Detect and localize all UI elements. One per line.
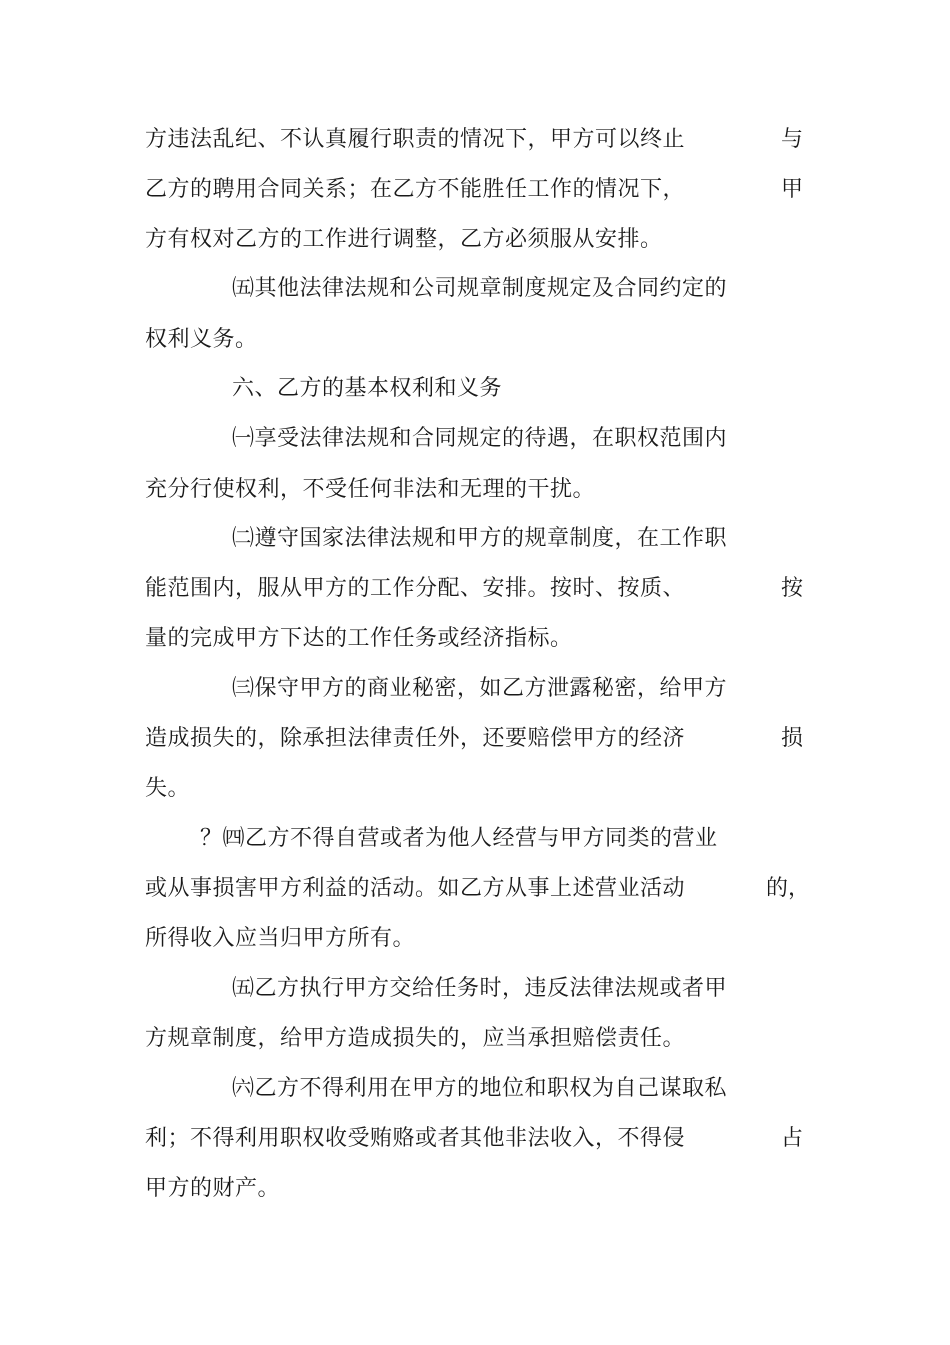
line-end-char: 占 bbox=[781, 1126, 804, 1151]
text-line: ㈠享受法律法规和合同规定的待遇，在职权范围内 bbox=[232, 426, 728, 451]
line-end-char: 损 bbox=[781, 726, 804, 751]
text-line: 乙方的聘用合同关系；在乙方不能胜任工作的情况下， bbox=[145, 177, 686, 202]
text-line: 甲方的财产。 bbox=[145, 1176, 281, 1201]
line-end-char: 的， bbox=[766, 876, 811, 901]
text-line: ㈢保守甲方的商业秘密，如乙方泄露秘密，给甲方 bbox=[232, 676, 728, 701]
text-line: 造成损失的，除承担法律责任外，还要赔偿甲方的经济 bbox=[145, 726, 686, 751]
text-line: ㈥乙方不得利用在甲方的地位和职权为自己谋取私 bbox=[232, 1076, 728, 1101]
text-line: ㈤其他法律法规和公司规章制度规定及合同约定的 bbox=[232, 276, 728, 301]
line-end-char: 按 bbox=[781, 576, 804, 601]
text-line: 方违法乱纪、不认真履行职责的情况下，甲方可以终止 bbox=[145, 127, 686, 152]
text-line: ㈤乙方执行甲方交给任务时，违反法律法规或者甲 bbox=[232, 976, 728, 1001]
text-line: 失。 bbox=[145, 776, 191, 801]
text-line: ？㈣乙方不得自营或者为他人经营与甲方同类的营业 bbox=[200, 826, 718, 851]
line-end-char: 甲 bbox=[781, 177, 804, 202]
text-line: 量的完成甲方下达的工作任务或经济指标。 bbox=[145, 626, 573, 651]
text-line: 或从事损害甲方利益的活动。如乙方从事上述营业活动 bbox=[145, 876, 686, 901]
section-heading: 六、乙方的基本权利和义务 bbox=[232, 376, 503, 401]
text-line: 方有权对乙方的工作进行调整，乙方必须服从安排。 bbox=[145, 227, 663, 252]
text-line: ㈡遵守国家法律法规和甲方的规章制度，在工作职 bbox=[232, 526, 728, 551]
line-end-char: 与 bbox=[781, 127, 804, 152]
text-line: 所得收入应当归甲方所有。 bbox=[145, 926, 416, 951]
text-line: 利；不得利用职权收受贿赂或者其他非法收入，不得侵 bbox=[145, 1126, 686, 1151]
text-line: 充分行使权利，不受任何非法和无理的干扰。 bbox=[145, 477, 596, 502]
text-line: 能范围内，服从甲方的工作分配、安排。按时、按质、 bbox=[145, 576, 686, 601]
text-line: 权利义务。 bbox=[145, 327, 258, 352]
text-line: 方规章制度，给甲方造成损失的，应当承担赔偿责任。 bbox=[145, 1026, 686, 1051]
